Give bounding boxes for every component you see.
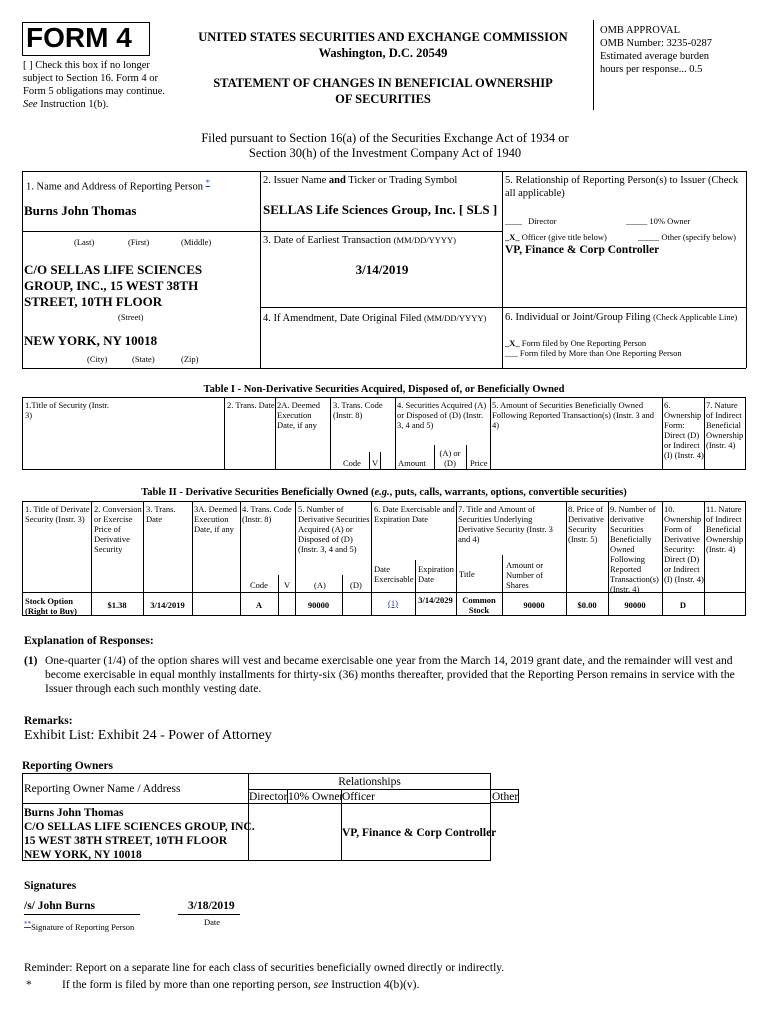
table2-title-eg: e.g. [374, 487, 390, 498]
field6-label-text: 6. Individual or Joint/Group Filing [505, 312, 651, 323]
more-person-mark: ___ [505, 348, 518, 358]
field6-note: (Check Applicable Line) [653, 312, 738, 322]
grid-row-divider-c [22, 231, 260, 232]
t2-div [91, 501, 92, 616]
field3-format: (MM/DD/YYYY) [393, 235, 456, 245]
t2-col-nature: 11. Nature of Indirect Beneficial Ownership (Instr. 4) [706, 504, 744, 554]
filed-pursuant-2: Section 30(h) of the Investment Company Act of 1940 [248, 146, 522, 160]
table1-title: Table I - Non-Derivative Securities Acquired, Disposed of, or Beneficially Owned [203, 384, 565, 395]
t2-div [278, 575, 279, 616]
remarks-text: Exhibit List: Exhibit 24 - Power of Attorney [24, 728, 272, 743]
form-title: FORM 4 [26, 22, 132, 53]
t2-sub-date-exercisable: Date Exercisable [374, 564, 414, 584]
signature-date: 3/18/2019 [188, 900, 235, 912]
grid-row-divider-a [260, 231, 502, 232]
t1-div [224, 397, 225, 470]
field2-label-post: Ticker or Trading Symbol [348, 175, 458, 186]
owners-col-director: Director [249, 791, 288, 803]
signature-footnote-link[interactable]: ** [24, 920, 32, 928]
t1-div [369, 452, 370, 470]
grid-left-line [22, 171, 23, 368]
signature-line [24, 914, 140, 915]
t2-row-deriv-price: $0.00 [577, 600, 597, 610]
check-box-note[interactable] [23, 59, 173, 111]
t2-col-conversion: 2. Conversion or Exercise Price of Derivative Security [94, 504, 142, 554]
middle-label: (Middle) [181, 237, 212, 247]
t2-div [295, 501, 296, 616]
field4-format: (MM/DD/YYYY) [423, 313, 487, 323]
t1-div [395, 397, 396, 470]
field5-label: 5. Relationship of Reporting Person(s) to Issuer (Check all applicable) [505, 175, 739, 199]
director-label: Director [528, 216, 557, 226]
omb-approval-title: OMB APPROVAL [600, 25, 681, 36]
t2-col-ownership-form: 10. Ownership Form of Derivative Security: Direct (D) or Indirect (I) (Instr. 4) [664, 504, 704, 584]
t1-sub-amount: Amount [398, 458, 426, 468]
t2-div [704, 501, 705, 616]
field1-footnote-link[interactable]: * [205, 177, 211, 187]
t2-sub-expiration: Expiration Date [418, 564, 454, 584]
instruction-ref: Instruction 1(b). [40, 99, 109, 110]
owners-col-other: Other [492, 791, 519, 803]
t2-col-title: 1. Title of Derivate Security (Instr. 3) [25, 504, 90, 524]
grid-bottom-line [22, 368, 746, 369]
grid-top-line [22, 171, 746, 172]
footnote-star-text [62, 978, 419, 992]
reporting-person-address: C/O SELLAS LIFE SCIENCES GROUP, INC., 15 WEST 38TH STREET, 10TH FLOOR [24, 262, 203, 309]
field4-label-text: 4. If Amendment, Date Original Filed [263, 313, 422, 324]
ten-pct-option[interactable] [626, 216, 690, 226]
t1-col-title: 1.Title of Security (Instr. 3) [25, 400, 109, 420]
owner-line-2: C/O SELLAS LIFE SCIENCES GROUP, INC. [24, 821, 255, 833]
field1-label-text: 1. Name and Address of Reporting Person [26, 181, 204, 193]
owner-line-3: 15 WEST 38TH STREET, 10TH FLOOR [24, 835, 228, 847]
footnote-number: (1) [24, 655, 38, 667]
t2-col-deriv-price: 8. Price of Derivative Security (Instr. 5) [568, 504, 604, 544]
owners-col-ten-pct: 10% Owner [288, 791, 344, 803]
owners-col-relationships: Relationships [338, 776, 401, 788]
field3-label [263, 234, 456, 247]
t2-col-number-owned: 9. Number of derivative Securities Beneficially Owned Following Reported Transaction(s) (Instr. 4) [610, 504, 659, 594]
t2-row-a: 90000 [307, 600, 330, 610]
t1-col-amount-owned: 5. Amount of Securities Beneficially Owned Following Reported Transaction(s) (Instr. 3 and 4) [492, 400, 654, 430]
remarks-heading: Remarks: [24, 715, 73, 727]
one-person-label: Form filed by One Reporting Person [521, 338, 647, 348]
footnote-star: * [26, 979, 32, 991]
owner-line-4: NEW YORK, NY 10018 [24, 849, 142, 861]
t2-div [342, 575, 343, 616]
omb-divider [593, 20, 594, 110]
t2-sub-d: (D) [350, 580, 362, 590]
table2-title-pre: Table II - Derivative Securities Beneficially Owned ( [141, 487, 375, 498]
t2-row-form: D [679, 600, 687, 610]
last-label: (Last) [74, 237, 95, 247]
signatures-heading: Signatures [24, 880, 77, 892]
owner-officer-value: VP, Finance & Corp Controller [342, 827, 497, 839]
omb-burden: Estimated average burden [600, 51, 710, 62]
agency-name: UNITED STATES SECURITIES AND EXCHANGE COMMISSION [198, 30, 568, 44]
t1-col-deemed-date: 2A. Deemed Execution Date, if any [277, 400, 320, 430]
t2-sub-code: Code [250, 580, 268, 590]
t2-div [662, 501, 663, 616]
footnote-text: One-quarter (1/4) of the option shares will vest and became exercisable one year from the March 14, 2019 grant date, and the remainder will vest and become exercisable in equal monthly installments for thirty-six (36) months thereafter, provided that the Reporting Person remains in service with the Issuer through each such monthly vesting date. [45, 655, 735, 695]
director-blank: ____ [505, 216, 522, 226]
field6-label [505, 311, 747, 324]
officer-option[interactable] [505, 232, 607, 242]
date-label: Date [204, 917, 221, 927]
owners-col-officer: Officer [342, 791, 375, 803]
other-blank: _____ [638, 232, 660, 242]
t1-div [662, 397, 663, 470]
date-line [178, 914, 240, 915]
omb-approval [600, 24, 766, 76]
one-person-mark: _X_ [505, 338, 520, 348]
field3-label-text: 3. Date of Earliest Transaction [263, 235, 392, 246]
earliest-transaction-date: 3/14/2019 [355, 262, 409, 277]
field2-label-pre: 2. Issuer Name [263, 175, 327, 186]
t1-col-acquired: 4. Securities Acquired (A) or Disposed of (D) (Instr. 3, 4 and 5) [397, 400, 487, 430]
one-person-option[interactable] [505, 338, 646, 348]
ten-pct-blank: _____ [626, 216, 648, 226]
t2-col-trans-code: 4. Trans. Code (Instr. 8) [242, 504, 292, 524]
t1-col-nature: 7. Nature of Indirect Beneficial Ownership (Instr. 4) [706, 400, 744, 450]
t1-col-trans-date: 2. Trans. Date [227, 400, 275, 410]
signature-label-text: Signature of Reporting Person [31, 921, 135, 932]
omb-hours: hours per response... 0.5 [600, 64, 703, 75]
star-see: see [313, 979, 329, 991]
grid-col-divider-2 [502, 171, 503, 368]
field1-label [26, 176, 210, 194]
star-text-pre: If the form is filed by more than one reporting person, [62, 979, 311, 991]
omb-number: OMB Number: 3235-0287 [600, 38, 712, 49]
more-person-label: Form filed by More than One Reporting Person [519, 348, 682, 358]
t2-col-underlying: 7. Title and Amount of Securities Underlying Derivative Security (Instr. 3 and 4) [458, 504, 553, 544]
officer-label: Officer (give title below) [521, 232, 607, 242]
state-label: (State) [132, 354, 155, 364]
statement-title: STATEMENT OF CHANGES IN BENEFICIAL OWNERSHIP OF SECURITIES [213, 76, 553, 106]
reporting-owners-heading: Reporting Owners [22, 760, 114, 772]
t2-row-expiration: 3/14/2029 [418, 595, 453, 605]
table2-title-post: , puts, calls, warrants, options, convertible securities) [389, 487, 627, 498]
city-label: (City) [87, 354, 108, 364]
t2-row-exercisable-link[interactable]: (1) [388, 598, 398, 608]
t1-div [704, 397, 705, 470]
t2-sub-title: Title [459, 569, 475, 579]
owner-line-1: Burns John Thomas [24, 807, 124, 819]
t2-row-price: $1.38 [107, 600, 127, 610]
t2-row-shares: 90000 [523, 600, 545, 610]
t1-div [275, 397, 276, 470]
t2-div [143, 501, 144, 616]
first-label: (First) [128, 237, 150, 247]
other-option[interactable] [638, 232, 736, 242]
grid-col-divider-1 [260, 171, 261, 368]
table2-title [22, 486, 746, 499]
t2-col-number: 5. Number of Derivative Securities Acquired (A) or Disposed of (D) (Instr. 3, 4 and 5) [298, 504, 370, 554]
t2-row-code: A [255, 600, 263, 610]
ten-pct-label: 10% Owner [649, 216, 691, 226]
officer-title: VP, Finance & Corp Controller [505, 244, 660, 256]
t1-sub-price: Price [470, 458, 488, 468]
t1-div [330, 397, 331, 470]
check-box-note-text: [ ] Check this box if no longer subject to Section 16. Form 4 or Form 5 obligations may continue. [23, 60, 166, 97]
field2-label-and: and [328, 175, 346, 186]
t2-div [192, 501, 193, 616]
t2-row-title: Common Stock [462, 595, 496, 615]
t1-col-trans-code: 3. Trans. Code (Instr. 8) [333, 400, 383, 420]
owners-other-cell [490, 789, 519, 803]
t2-col-date-exercisable: 6. Date Exercisable and Expiration Date [374, 504, 455, 524]
star-text-post: Instruction 4(b)(v). [331, 979, 420, 991]
agency-location: Washington, D.C. 20549 [318, 46, 448, 60]
more-person-option[interactable] [505, 348, 682, 358]
t1-col-ownership-form: 6. Ownership Form: Direct (D) or Indirect (I) (Instr. 4) [664, 400, 704, 460]
reporting-person-city: NEW YORK, NY 10018 [24, 333, 158, 348]
see-word: See [23, 99, 38, 110]
other-label: Other (specify below) [661, 232, 736, 242]
t1-div [466, 445, 467, 470]
street-label: (Street) [118, 312, 144, 322]
owners-col-name: Reporting Owner Name / Address [24, 783, 181, 795]
grid-row-divider-b [260, 307, 746, 308]
reminder-text: Reminder: Report on a separate line for each class of securities beneficially owned directly or indirectly. [24, 962, 505, 974]
filed-pursuant-1: Filed pursuant to Section 16(a) of the Securities Exchange Act of 1934 or [201, 131, 569, 145]
t2-row-date: 3/14/2019 [150, 600, 185, 610]
t2-sub-a: (A) [314, 580, 326, 590]
zip-label: (Zip) [181, 354, 199, 364]
t2-col-trans-date: 3. Trans. Date [146, 504, 176, 524]
t2-row-security: Stock Option (Right to Buy) [25, 596, 77, 616]
field2-label [263, 174, 457, 187]
t2-row-owned: 90000 [624, 600, 646, 610]
field4-label [263, 312, 486, 325]
director-option[interactable] [505, 216, 556, 226]
t2-col-deemed-date: 3A. Deemed Execution Date, if any [194, 504, 237, 534]
t2-sub-v: V [284, 580, 291, 590]
signer-name: /s/ John Burns [24, 900, 95, 912]
t1-sub-code: Code [343, 458, 361, 468]
t2-div [566, 501, 567, 616]
signature-label [24, 919, 134, 932]
explanation-heading: Explanation of Responses: [24, 635, 154, 647]
reporting-person-name: Burns John Thomas [24, 203, 137, 218]
officer-mark: _X_ [505, 232, 520, 242]
t1-div [380, 452, 381, 470]
t2-sub-amount: Amount or Number of Shares [506, 560, 544, 590]
t1-sub-v: V [372, 458, 379, 468]
t1-sub-a-or-d: (A) or (D) [439, 448, 461, 468]
t2-div [608, 501, 609, 616]
grid-right-line [746, 171, 747, 368]
issuer-name: SELLAS Life Sciences Group, Inc. [ SLS ] [263, 202, 498, 217]
